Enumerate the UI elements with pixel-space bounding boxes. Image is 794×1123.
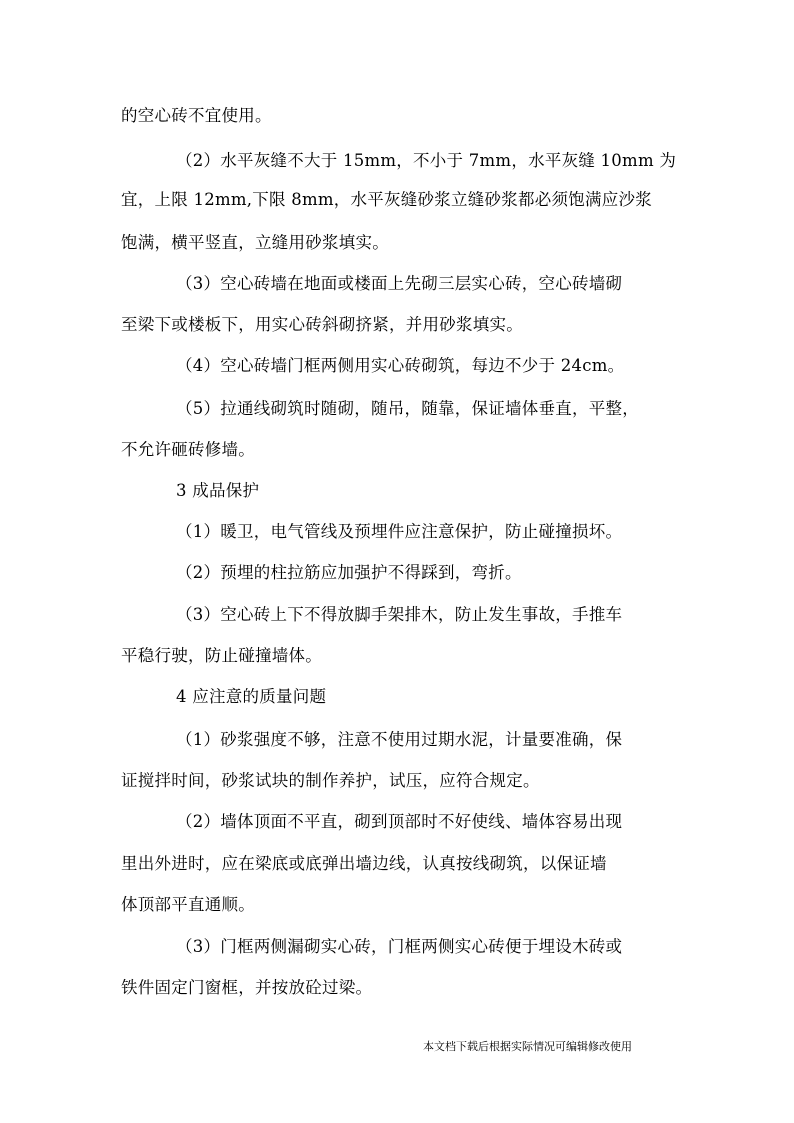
text-line: 里出外进时，应在梁底或底弹出墙边线，认真按线砌筑，以保证墙 [121, 854, 607, 873]
text-line: 饱满，横平竖直，立缝用砂浆填实。 [121, 233, 389, 252]
text-line: （1）暖卫，电气管线及预埋件应注意保护，防止碰撞损坏。 [176, 522, 623, 541]
text-line: （4）空心砖墙门框两侧用实心砖砌筑，每边不少于 24cm。 [176, 356, 625, 375]
text-line: （2）墙体顶面不平直，砌到顶部时不好使线、墙体容易出现 [176, 812, 623, 831]
text-line: 不允许砸砖修墙。 [121, 440, 255, 459]
text-line: （2）水平灰缝不大于 15mm，不小于 7mm，水平灰缝 10mm 为 [176, 151, 677, 170]
text-line: 至梁下或楼板下，用实心砖斜砌挤紧，并用砂浆填实。 [121, 315, 523, 334]
text-line: 的空心砖不宜使用。 [121, 106, 272, 125]
text-line: 体顶部平直通顺。 [121, 895, 255, 914]
text-line: （3）门框两侧漏砌实心砖，门框两侧实心砖便于埋设木砖或 [176, 937, 623, 956]
section-heading: 3 成品保护 [176, 481, 260, 500]
text-line: 宜，上限 12mm,下限 8mm，水平灰缝砂浆立缝砂浆都必须饱满应沙浆 [121, 190, 653, 209]
text-line: 铁件固定门窗框，并按放砼过梁。 [121, 978, 373, 997]
text-line: 证搅拌时间，砂浆试块的制作养护，试压，应符合规定。 [121, 771, 540, 790]
text-line: （3）空心砖上下不得放脚手架排木，防止发生事故，手推车 [176, 605, 623, 624]
text-line: （5）拉通线砌筑时随砌，随吊，随靠，保证墙体垂直，平整， [176, 399, 639, 418]
text-line: 平稳行驶，防止碰撞墙体。 [121, 646, 322, 665]
section-heading: 4 应注意的质量问题 [176, 687, 327, 706]
text-line: （3）空心砖墙在地面或楼面上先砌三层实心砖，空心砖墙砌 [176, 274, 623, 293]
text-line: （1）砂浆强度不够，注意不使用过期水泥，计量要准确，保 [176, 730, 623, 749]
text-line: （2）预埋的柱拉筋应加强护不得踩到，弯折。 [176, 563, 522, 582]
footer-note: 本文档下载后根据实际情况可编辑修改使用 [423, 1040, 632, 1053]
